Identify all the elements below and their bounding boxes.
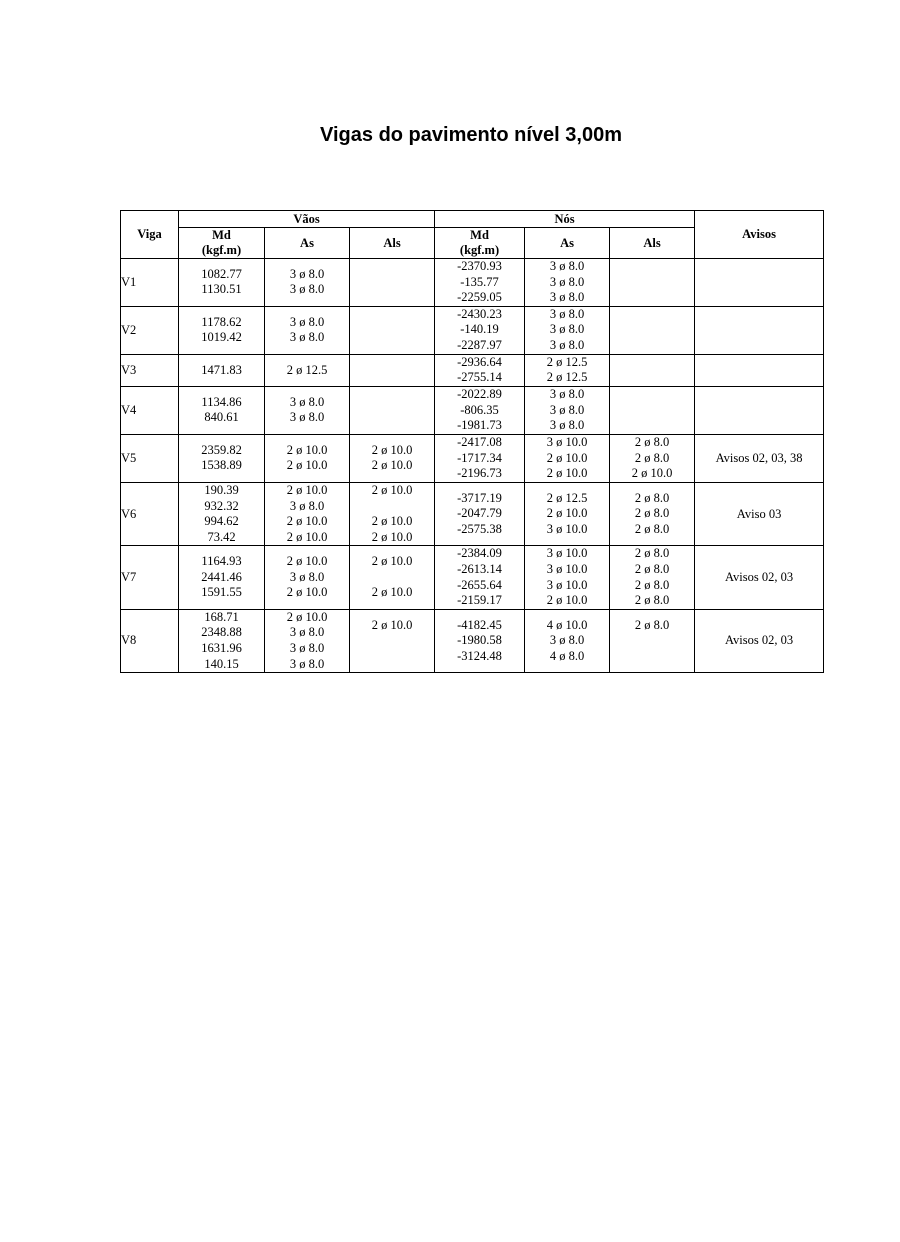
cell-value: 3 ø 10.0 — [546, 435, 588, 450]
cell-value: 840.61 — [204, 410, 239, 425]
cell-value: 2 ø 10.0 — [371, 585, 413, 600]
cell-value: 3 ø 8.0 — [289, 314, 325, 329]
cell-value: 2 ø 10.0 — [546, 450, 588, 465]
cell-value: 2 ø 10.0 — [546, 466, 588, 481]
cell-value: 1130.51 — [201, 282, 242, 297]
header-vaos-md — [179, 228, 265, 259]
cell-vaos-als — [350, 482, 435, 545]
cell-value: 2 ø 12.5 — [546, 370, 588, 385]
cell-value: -806.35 — [460, 402, 499, 417]
table-row — [121, 386, 824, 434]
cell-value: 1631.96 — [201, 640, 242, 655]
cell-avisos: Avisos 02, 03 — [695, 546, 824, 609]
cell-value: -1981.73 — [457, 418, 502, 433]
cell-value: 2 ø 10.0 — [631, 466, 673, 481]
cell-vaos-as — [265, 434, 350, 482]
cell-value: -2047.79 — [457, 506, 502, 521]
cell-nos-as — [525, 609, 610, 672]
table-row — [121, 354, 824, 386]
cell-viga: V5 — [121, 434, 179, 482]
cell-value: 3 ø 8.0 — [289, 656, 325, 671]
cell-vaos-as — [265, 259, 350, 307]
header-nos: Nós — [435, 211, 695, 228]
cell-nos-als — [610, 434, 695, 482]
cell-vaos-als — [350, 259, 435, 307]
cell-value: -2755.14 — [457, 370, 502, 385]
cell-avisos — [695, 386, 824, 434]
cell-vaos-als — [350, 434, 435, 482]
page-title: Vigas do pavimento nível 3,00m — [320, 124, 622, 146]
cell-value: 1538.89 — [201, 458, 242, 473]
cell-value: 2 ø 10.0 — [286, 529, 328, 544]
cell-value: -2417.08 — [457, 435, 502, 450]
cell-vaos-as — [265, 386, 350, 434]
cell-value: 4 ø 8.0 — [549, 648, 585, 663]
cell-value: 3 ø 8.0 — [289, 640, 325, 655]
cell-value — [350, 570, 434, 586]
cell-value: 2 ø 10.0 — [286, 482, 328, 497]
cell-nos-als — [610, 546, 695, 609]
cell-value: 73.42 — [207, 529, 236, 544]
cell-value: 3 ø 8.0 — [549, 418, 585, 433]
table-header — [121, 211, 824, 259]
cell-value: 3 ø 10.0 — [546, 521, 588, 536]
cell-value: 3 ø 8.0 — [549, 338, 585, 353]
cell-vaos-md — [179, 259, 265, 307]
cell-value: -3124.48 — [457, 648, 502, 663]
table-row — [121, 609, 824, 672]
header-md-label: Md — [470, 228, 489, 242]
cell-value: 2 ø 10.0 — [371, 458, 413, 473]
cell-value: -2370.93 — [457, 259, 502, 273]
cell-value: 2 ø 10.0 — [546, 593, 588, 608]
cell-value: 3 ø 10.0 — [546, 546, 588, 561]
cell-value: -2022.89 — [457, 387, 502, 402]
cell-vaos-md — [179, 546, 265, 609]
cell-value: 2 ø 10.0 — [286, 585, 328, 600]
cell-value: -2259.05 — [457, 290, 502, 305]
cell-viga: V2 — [121, 306, 179, 354]
cell-value: -2430.23 — [457, 306, 502, 321]
cell-value: 3 ø 8.0 — [289, 498, 325, 513]
cell-value: 3 ø 8.0 — [549, 402, 585, 417]
cell-value: 2441.46 — [201, 569, 242, 584]
cell-vaos-as — [265, 482, 350, 545]
table-row — [121, 306, 824, 354]
cell-nos-md — [435, 434, 525, 482]
cell-value: 2 ø 12.5 — [546, 354, 588, 369]
header-md-label: Md — [212, 228, 231, 242]
header-nos-as: As — [525, 228, 610, 259]
cell-value: 3 ø 8.0 — [549, 633, 585, 648]
cell-nos-als — [610, 259, 695, 307]
cell-value: 2 ø 10.0 — [371, 529, 413, 544]
cell-value: 2 ø 10.0 — [371, 514, 413, 529]
cell-nos-als — [610, 609, 695, 672]
cell-vaos-as — [265, 609, 350, 672]
header-vaos-as: As — [265, 228, 350, 259]
cell-value: 2 ø 8.0 — [634, 435, 670, 450]
cell-value: -2159.17 — [457, 593, 502, 608]
cell-value — [350, 499, 434, 515]
cell-value: 2 ø 10.0 — [286, 554, 328, 569]
cell-value: 2 ø 12.5 — [546, 490, 588, 505]
cell-value: 932.32 — [204, 498, 239, 513]
cell-value: 3 ø 8.0 — [549, 387, 585, 402]
cell-value: -2384.09 — [457, 546, 502, 561]
cell-value: 1591.55 — [201, 585, 242, 600]
cell-value: 1019.42 — [201, 330, 242, 345]
cell-value: -2936.64 — [457, 354, 502, 369]
cell-value: 3 ø 8.0 — [289, 394, 325, 409]
cell-viga: V3 — [121, 354, 179, 386]
cell-nos-md — [435, 306, 525, 354]
cell-value: 2 ø 8.0 — [634, 546, 670, 561]
cell-vaos-als — [350, 306, 435, 354]
cell-value: 2 ø 8.0 — [634, 577, 670, 592]
cell-nos-as — [525, 482, 610, 545]
table-row — [121, 259, 824, 307]
cell-value: 1164.93 — [201, 554, 242, 569]
cell-value: 2 ø 10.0 — [371, 482, 413, 497]
cell-value: -1980.58 — [457, 633, 502, 648]
cell-vaos-als — [350, 546, 435, 609]
cell-value: 3 ø 8.0 — [289, 282, 325, 297]
cell-vaos-md — [179, 482, 265, 545]
cell-value: 2 ø 8.0 — [634, 561, 670, 576]
cell-value: 3 ø 8.0 — [549, 290, 585, 305]
cell-value: 2348.88 — [201, 625, 242, 640]
cell-value: 2 ø 10.0 — [371, 617, 413, 632]
cell-value: 168.71 — [204, 609, 239, 624]
cell-nos-as — [525, 434, 610, 482]
cell-nos-als — [610, 306, 695, 354]
cell-value: 3 ø 8.0 — [289, 625, 325, 640]
cell-value: 2 ø 10.0 — [371, 554, 413, 569]
cell-value: 2 ø 10.0 — [286, 514, 328, 529]
cell-value: 1134.86 — [201, 394, 242, 409]
cell-value: 2 ø 8.0 — [634, 506, 670, 521]
cell-value: 3 ø 8.0 — [289, 266, 325, 281]
cell-value: -2575.38 — [457, 521, 502, 536]
cell-value: 2 ø 8.0 — [634, 450, 670, 465]
table-row — [121, 434, 824, 482]
cell-value: -135.77 — [460, 274, 499, 289]
cell-value: 3 ø 8.0 — [289, 569, 325, 584]
cell-value: -2655.64 — [457, 577, 502, 592]
cell-nos-als — [610, 386, 695, 434]
cell-vaos-md — [179, 306, 265, 354]
header-nos-md — [435, 228, 525, 259]
cell-nos-md — [435, 546, 525, 609]
cell-vaos-md — [179, 386, 265, 434]
cell-avisos: Avisos 02, 03 — [695, 609, 824, 672]
cell-vaos-md — [179, 434, 265, 482]
cell-vaos-as — [265, 354, 350, 386]
cell-nos-as — [525, 546, 610, 609]
cell-value: 2 ø 12.5 — [286, 362, 328, 377]
cell-value: 2 ø 10.0 — [286, 458, 328, 473]
cell-value: 3 ø 8.0 — [549, 259, 585, 273]
cell-value: -4182.45 — [457, 617, 502, 632]
cell-value: 1082.77 — [201, 266, 242, 281]
cell-vaos-md — [179, 354, 265, 386]
cell-value: 3 ø 8.0 — [289, 410, 325, 425]
cell-nos-md — [435, 609, 525, 672]
table-row — [121, 546, 824, 609]
cell-value: 3 ø 8.0 — [549, 274, 585, 289]
beams-table — [120, 210, 824, 673]
cell-avisos — [695, 306, 824, 354]
cell-vaos-as — [265, 546, 350, 609]
cell-value: -1717.34 — [457, 450, 502, 465]
header-vaos-als: Als — [350, 228, 435, 259]
table-row — [121, 482, 824, 545]
cell-nos-as — [525, 306, 610, 354]
cell-viga: V6 — [121, 482, 179, 545]
cell-nos-as — [525, 354, 610, 386]
cell-viga: V1 — [121, 259, 179, 307]
cell-value: -140.19 — [460, 322, 499, 337]
cell-viga: V4 — [121, 386, 179, 434]
cell-vaos-als — [350, 386, 435, 434]
cell-value: 2 ø 10.0 — [546, 506, 588, 521]
cell-avisos: Aviso 03 — [695, 482, 824, 545]
cell-value: 2 ø 10.0 — [286, 442, 328, 457]
cell-value: 2 ø 10.0 — [286, 609, 328, 624]
cell-value: 994.62 — [204, 514, 239, 529]
table-body — [121, 259, 824, 673]
cell-value: 2359.82 — [201, 442, 242, 457]
cell-value: -2196.73 — [457, 466, 502, 481]
header-md-unit: (kgf.m) — [201, 243, 242, 257]
cell-value: 1471.83 — [201, 362, 242, 377]
cell-value: 140.15 — [204, 656, 239, 671]
cell-avisos: Avisos 02, 03, 38 — [695, 434, 824, 482]
cell-nos-als — [610, 354, 695, 386]
cell-value: 3 ø 10.0 — [546, 577, 588, 592]
cell-vaos-als — [350, 609, 435, 672]
cell-value: 190.39 — [204, 482, 239, 497]
cell-value: 1178.62 — [201, 314, 242, 329]
cell-nos-md — [435, 386, 525, 434]
cell-value: -3717.19 — [457, 490, 502, 505]
cell-vaos-als — [350, 354, 435, 386]
header-vaos: Vãos — [179, 211, 435, 228]
cell-viga: V7 — [121, 546, 179, 609]
cell-nos-md — [435, 354, 525, 386]
cell-value: 4 ø 10.0 — [546, 617, 588, 632]
cell-nos-als — [610, 482, 695, 545]
cell-value: 2 ø 10.0 — [371, 442, 413, 457]
cell-nos-as — [525, 386, 610, 434]
header-md-unit: (kgf.m) — [459, 243, 500, 257]
cell-viga: V8 — [121, 609, 179, 672]
cell-nos-md — [435, 259, 525, 307]
cell-value: 2 ø 8.0 — [634, 617, 670, 632]
cell-value: 3 ø 8.0 — [549, 306, 585, 321]
cell-value: 2 ø 8.0 — [634, 521, 670, 536]
cell-value: 2 ø 8.0 — [634, 490, 670, 505]
cell-avisos — [695, 354, 824, 386]
cell-value: -2287.97 — [457, 338, 502, 353]
cell-value: 2 ø 8.0 — [634, 593, 670, 608]
header-nos-als: Als — [610, 228, 695, 259]
header-viga: Viga — [121, 211, 179, 259]
cell-value: -2613.14 — [457, 561, 502, 576]
cell-value: 3 ø 10.0 — [546, 561, 588, 576]
cell-avisos — [695, 259, 824, 307]
cell-nos-as — [525, 259, 610, 307]
cell-nos-md — [435, 482, 525, 545]
header-avisos: Avisos — [695, 211, 824, 259]
cell-value: 3 ø 8.0 — [549, 322, 585, 337]
cell-value: 3 ø 8.0 — [289, 330, 325, 345]
cell-vaos-as — [265, 306, 350, 354]
cell-vaos-md — [179, 609, 265, 672]
